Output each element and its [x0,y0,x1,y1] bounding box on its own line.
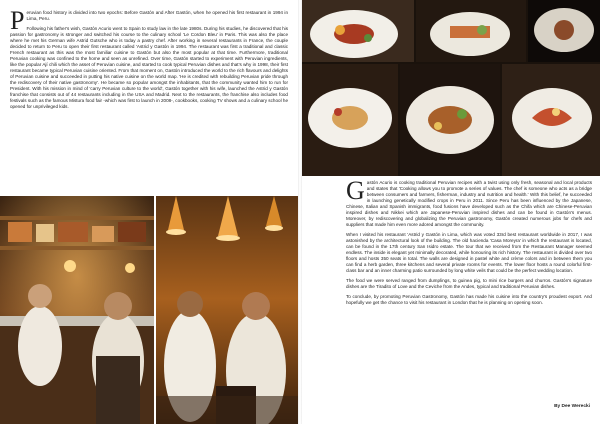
left-dropcap: P [10,6,25,35]
left-article-text [10,6,288,114]
right-article-text [346,176,592,310]
right-paragraph-1 [346,176,592,228]
kitchen-photo [0,196,154,424]
chefs-photo-image [156,196,298,424]
right-paragraph-3: The food we were served ranged from dumplings, to guinea pig, to mini rice burgers and churros. Gastón's signature dishes are the Tiradito of Love and the Ceviche from the Andes, typical and traditional Peruvian dishes. [346,278,592,289]
right-paragraph-1-text: astón Acurio is cooking traditional Peruvian recipes with a twist using only fresh, seasonal and local products and states that 'Cooking allows you to promote a series of values. The chef is someone who acts as a bridge between consumers and farmers, fisherman, industry and nutrition and health.' With this belief, he succeeded in launching genetically modified crops in Peru in 2011. Since Peru has been influenced by the Japanese, Chinese, Italian and Spanish immigrants, food fusions have developed such as the Chifa which are Chinese-Peruvian inspired dishes and Nikkei which are Japanese-Peruvian inspired dishes and can be found in Gastón's menus. Moreover, by rediscovering and globalizing the Peruvian gastronomy, Gastón created numerous jobs for chefs and suppliers that made him even more adored amongst the community. [346,180,592,227]
left-page [0,0,298,424]
author-byline: By Dee Werecki [554,404,590,409]
chefs-photo [156,196,298,424]
dishes-photo [302,0,600,176]
right-paragraph-2: When I visited his restaurant 'Astrid y Gastón in Lima, which was voted 33rd best restaurant worldwide in 2017, I was astonished by the architectural look of the building. The old hacienda 'Casa Moreyra' in which the restaurant is located, can be found in the 17th century San Isidro estate. The tour that we received from the Restaurant Manager seemed endless. The inside is elegant yet minimally decorated, while honouring its rich history. The restaurant is divided over two floors and hosts 350 seats in total. The walls are designed in pastel white and crème colors and in between them you can find a herb garden, three kitchens and several private rooms for events. The lower floor hosts a round colorful first-class bar and an inner charming patio surrounded by long white veils that could be the perfect wedding location. [346,232,592,273]
left-paragraph-2: Following his father's wish, Gastón Acurio went to Spain to study law in the late 1980s. During his studies, he discovered that his passion for gastronomy is stronger and switched his course to the culinary school 'Le Cordon Bleu' in Paris. This was also the place where he met his German wife Astrid Gutsche who is today a pastry chef. After working in several restaurants in France, the couple decided to return to Peru to open their first restaurant called 'Astrid y Gastón in 1994. The restaurant was first a traditional and classic French restaurant as this was the most familiar cuisine to Gastón but also the most popular at that time. Furthermore, traditional Peruvian cooking was confined to the home and seen as unrefined. Over time, Gastón started to experiment with Peruvian ingredients, like the popular Ají chili which the asset of Peruvian cuisine, and started to cook typical Peruvian dishes and that's why in 1998, their first restaurant became typical Peruvian cuisine oriented. From that moment on, Gastón introduced the world to the rich flavours and delights of Peruvian cuisine and succeeded in putting his native cuisine on the world map. 'He is credited with rebuilding Peruvian pride through the rediscovery of their native gastronomy'. He became so popular amongst the inhabitants, that the community wanted him to run for President. With his mission in mind of 'carry Peruvian culture to the world', Gastón together with his wife, launched the Astrid y Gastón franchise that consists out of 44 restaurants including in the USA and Madrid. Next to the restaurants, the franchise also includes food festivals such as the famous Mistura food fair -which was first to launch in 2008-, cookbooks, cooking TV shows and a culinary school he opened for unprivileged kids. [10,26,288,109]
left-paragraph-1 [10,6,288,35]
dishes-photo-image [302,0,600,176]
left-paragraph-1-text: eruvian food history is divided into two epochs: Before Gastón and After Gastón, when he opened his first restaurant in 1994 in Lima, Peru. [26,10,288,21]
right-page [302,0,600,424]
right-dropcap: G [346,176,365,205]
right-paragraph-4: To conclude, by promoting Peruvian Gastronomy, Gastón has made his cuisine into the country's proudest export. And hopefully we get the chance to visit his restaurant in London that he is planning on opening soon. [346,294,592,305]
kitchen-photo-image [0,196,154,424]
